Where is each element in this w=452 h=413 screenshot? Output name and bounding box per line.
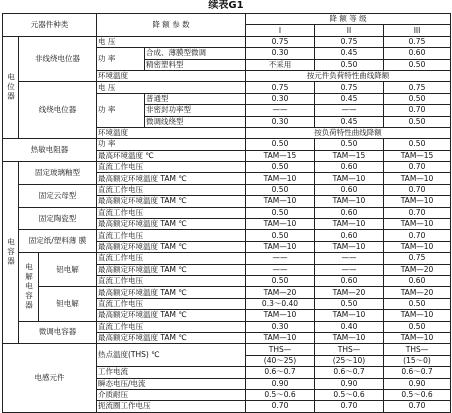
table-cell: 0.60 [315,162,384,173]
table-cell: 0.30 [246,93,315,104]
table-cell: 最高额定环境温度 TAM ℃ [97,241,246,252]
table-cell: 0.50 [315,139,384,150]
table-cell: 电位器 [3,36,19,139]
table-cell: 0.50 [246,275,315,286]
table-cell: 铝电解 [39,253,97,287]
table-cell: 最高额定环境温度 TAM ℃ [97,287,246,298]
table-cell: 0.6～0.7 [246,367,315,378]
table-cell: 最高额定环境温度 TAM ℃ [97,310,246,321]
table-cell: 0.5～0.6 [246,389,315,400]
table-cell: 固定纸/塑料薄 膜 [19,230,97,253]
page-title: 续表G1 [208,0,244,11]
table-cell: (25～10) [315,355,384,366]
table-cell: 电 压 [97,82,246,93]
table-cell: 0.50 [384,321,451,332]
table-cell: 0.5～0.6 [384,389,451,400]
table-cell: 非线绕电位器 [19,36,97,82]
table-cell: 0.90 [384,378,451,389]
table-cell: 直流工作电压 [97,298,246,309]
table-cell: —— [246,253,315,264]
table-cell: 微调电容器 [19,321,97,344]
table-cell: TAM—10 [246,332,315,343]
table-cell: 最高额定环境温度 TAM ℃ [97,196,246,207]
table-cell: TAM—10 [246,241,315,252]
table-cell: 0.75 [384,82,451,93]
table-cell: 0.3～0.40 [246,298,315,309]
table-cell: 0.6～0.7 [315,367,384,378]
table-cell: THS— [384,344,451,355]
table-cell: 最高额定环境温度 TAM ℃ [97,173,246,184]
table-cell: 0.70 [384,162,451,173]
table-cell: I [246,25,315,36]
table-cell: —— [315,264,384,275]
table-cell: 环境温度 [97,70,246,81]
table-cell: TAM—15 [315,150,384,161]
table-cell: 降 额 参 数 [97,14,246,37]
table-cell: 热点温度(THS) ℃ [97,344,246,367]
table-cell: 0.45 [315,93,384,104]
table-cell: 0.5～0.6 [315,389,384,400]
table-cell: TAM—10 [384,219,451,230]
table-cell: 0.70 [384,401,451,412]
table-cell: TAM—10 [315,332,384,343]
table-cell: 钽电解 [39,287,97,321]
table-cell: 直流工作电压 [97,230,246,241]
table-cell: TAM—10 [315,173,384,184]
table-cell: —— [315,105,384,116]
table-cell: 电解电容器 [19,253,39,321]
table-cell: 瞬态电压/电流 [97,378,246,389]
table-cell: 直流工作电压 [97,253,246,264]
table-cell: 按元件负荷特性曲线降额 [246,70,451,81]
table-cell: 最高额定环境温度 TAM ℃ [97,264,246,275]
table-cell: 最高额定环境温度 TAM ℃ [97,332,246,343]
table-cell: 最高环境温度 ℃ [97,150,246,161]
table-cell: 0.90 [246,378,315,389]
table-cell: TAM—20 [384,287,451,298]
table-cell: TAM—10 [384,196,451,207]
table-cell: 0.60 [315,230,384,241]
table-cell: 0.6～0.7 [384,367,451,378]
table-cell: TAM—10 [246,310,315,321]
table-cell: 0.50 [384,59,451,70]
table-cell: TAM—15 [246,150,315,161]
table-cell: 0.60 [315,207,384,218]
table-cell: TAM—15 [384,150,451,161]
table-cell: 0.75 [384,253,451,264]
table-cell: 0.75 [246,82,315,93]
table-cell: 工作电流 [97,367,246,378]
table-cell: TAM—10 [246,173,315,184]
table-cell: 0.90 [315,378,384,389]
table-cell: 0.70 [384,230,451,241]
table-cell: —— [246,264,315,275]
table-cell: 0.50 [384,116,451,127]
table-cell: 介质耐压 [97,389,246,400]
table-cell: 按负荷特性曲线降额 [246,127,451,138]
table-cell: 0.70 [246,401,315,412]
table-cell: 0.50 [246,162,315,173]
table-cell: 电 压 [97,36,246,47]
table-cell: 0.70 [384,207,451,218]
table-cell: 0.50 [246,139,315,150]
table-cell: 0.45 [315,48,384,59]
table-cell: 0.50 [246,230,315,241]
table-cell: TAM—20 [246,287,315,298]
table-cell: 线绕电位器 [19,82,97,139]
table-cell: 0.70 [384,184,451,195]
table-cell: TAM—10 [246,196,315,207]
table-cell: 微调线绕型 [145,116,246,127]
table-cell: 0.45 [315,116,384,127]
table-cell: 0.70 [315,401,384,412]
table-cell: 0.40 [315,321,384,332]
table-cell: 最高额定环境温度 TAM ℃ [97,219,246,230]
table-cell: 电感元件 [3,344,97,412]
table-cell: 直流工作电压 [97,275,246,286]
table-cell: (15～0) [384,355,451,366]
table-cell: —— [315,253,384,264]
table-cell: 功 率 [97,139,246,150]
table-cell: TAM—10 [315,241,384,252]
table-cell: THS— [315,344,384,355]
table-cell: 电容器 [3,162,19,344]
table-cell: TAM—10 [384,173,451,184]
table-cell: TAM—10 [384,310,451,321]
table-cell: TAM—10 [315,196,384,207]
table-cell: 固定玻璃釉型 [19,162,97,185]
derating-table [2,13,451,413]
table-cell: 不采用 [246,59,315,70]
table-cell: 直流工作电压 [97,162,246,173]
table-cell: TAM—10 [384,241,451,252]
table-cell: 非密封功率型 [145,105,246,116]
table-cell: 0.50 [315,59,384,70]
table-cell: THS— [246,344,315,355]
table-cell: 0.50 [384,298,451,309]
table-cell: 0.75 [384,36,451,47]
table-cell: TAM—10 [315,310,384,321]
table-cell: 0.50 [384,139,451,150]
table-cell: 固定云母型 [19,184,97,207]
table-cell: 直流工作电压 [97,321,246,332]
table-cell: TAM—10 [246,219,315,230]
table-cell: TAM—20 [315,287,384,298]
table-cell: —— [246,105,315,116]
table-cell: 0.50 [246,184,315,195]
table-cell: 0.50 [384,93,451,104]
table-cell: 0.60 [315,275,384,286]
table-cell: 0.30 [246,116,315,127]
table-cell: 环境温度 [97,127,246,138]
table-cell: TAM—10 [315,219,384,230]
table-cell: 0.30 [246,48,315,59]
table-cell: 直流工作电压 [97,207,246,218]
table-cell: 精密塑料型 [145,59,246,70]
table-cell: 0.30 [246,321,315,332]
table-cell: 0.50 [246,207,315,218]
table-cell: 降 额 等 级 [246,14,451,25]
table-cell: 0.60 [384,275,451,286]
table-cell: 固定陶瓷型 [19,207,97,230]
table-cell: TAM—20 [384,264,451,275]
table-cell: 热敏电阻器 [3,139,97,162]
table-cell: 普通型 [145,93,246,104]
table-cell: TAM—10 [384,332,451,343]
table-cell: 功 率 [97,93,145,127]
header-row-1 [3,14,451,25]
table-cell: III [384,25,451,36]
table-cell: (40～25) [246,355,315,366]
table-cell: 直流工作电压 [97,184,246,195]
table-cell: 扼流圈工作电压 [97,401,246,412]
table-cell: II [315,25,384,36]
table-cell: 0.60 [315,184,384,195]
table-cell: 元器件种类 [3,14,97,37]
table-cell: 0.70 [384,105,451,116]
table-cell: 0.75 [315,36,384,47]
table-cell: 功 率 [97,48,145,71]
table-cell: 合成、薄膜型微调 [145,48,246,59]
table-cell: 0.50 [315,298,384,309]
table-cell: 0.75 [315,82,384,93]
table-cell: 0.60 [384,48,451,59]
table-cell: 0.75 [246,36,315,47]
